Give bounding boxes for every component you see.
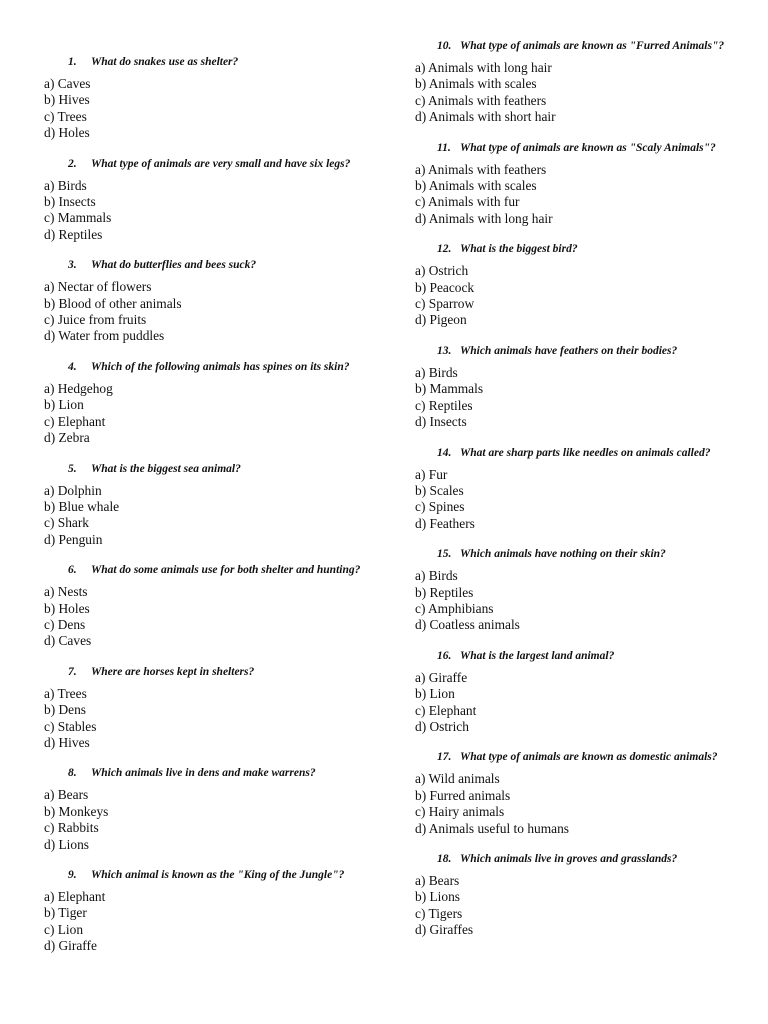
answer-option: d) Hives (44, 734, 90, 750)
question-text: Which animal is known as the "King of the Jungle"? (91, 869, 345, 881)
answer-option: a) Bears (415, 873, 460, 888)
answer-options (415, 162, 760, 228)
answer-option: b) Monkeys (44, 803, 109, 819)
question-block (415, 648, 760, 736)
answer-option: b) Tiger (44, 905, 87, 921)
answer-option: d) Ostrich (415, 718, 469, 734)
question-text: What type of animals are known as "Scaly Animals"? (460, 141, 716, 154)
answer-option: a) Wild animals (415, 771, 500, 787)
question-number: 2. (68, 157, 77, 170)
question-block (44, 664, 394, 752)
question-block (415, 140, 760, 228)
answer-option: a) Giraffe (415, 669, 468, 685)
question-text: Which animals live in dens and make warrens? (91, 767, 316, 780)
question-heading (44, 359, 394, 375)
question-number: 9. (68, 869, 77, 881)
question-block (44, 156, 394, 244)
right-question-column (415, 38, 760, 953)
answer-option: d) Animals with short hair (415, 109, 556, 125)
question-text: Which animals live in groves and grasslands? (460, 853, 678, 865)
answer-option: d) Coatless animals (415, 617, 520, 633)
answer-option: a) Nests (44, 584, 88, 600)
answer-option: a) Hedgehog (44, 380, 113, 396)
question-number: 14. (437, 446, 452, 459)
answer-option: b) Dens (44, 702, 87, 718)
answer-option: b) Reptiles (415, 584, 474, 600)
answer-option: c) Stables (44, 718, 97, 734)
answer-option: c) Trees (44, 108, 87, 124)
answer-option: d) Insects (415, 414, 467, 430)
answer-option: b) Lions (415, 889, 461, 905)
answer-option: b) Furred animals (415, 787, 511, 803)
answer-option: c) Spines (415, 499, 465, 515)
question-number: 7. (68, 665, 77, 678)
answer-option: c) Lion (44, 921, 84, 937)
answer-options (415, 60, 760, 126)
left-question-column (44, 54, 394, 969)
answer-option: b) Peacock (415, 279, 475, 295)
question-heading (415, 38, 760, 54)
answer-options (415, 365, 760, 431)
question-block (415, 343, 760, 431)
answer-option: a) Ostrich (415, 263, 469, 279)
answer-option: b) Mammals (415, 381, 484, 397)
answer-option: d) Feathers (415, 515, 475, 531)
answer-options (44, 178, 394, 244)
answer-option: a) Animals with feathers (415, 161, 547, 177)
question-number: 8. (68, 767, 77, 780)
question-block (415, 445, 760, 533)
question-number: 17. (437, 751, 452, 764)
question-block (415, 546, 760, 634)
question-heading (415, 648, 760, 664)
question-heading (415, 851, 760, 867)
question-number: 1. (68, 56, 77, 68)
answer-option: c) Reptiles (415, 397, 473, 413)
answer-option: c) Amphibians (415, 600, 494, 616)
answer-options (44, 787, 394, 853)
question-heading (415, 749, 760, 765)
answer-options (44, 686, 394, 752)
question-heading (415, 445, 760, 461)
answer-option: b) Blood of other animals (44, 295, 182, 311)
answer-options (44, 483, 394, 549)
answer-option: a) Trees (44, 685, 87, 701)
answer-option: b) Animals with scales (415, 76, 537, 92)
answer-option: c) Mammals (44, 210, 112, 226)
answer-option: a) Dolphin (44, 482, 102, 498)
question-text: Which animals have nothing on their skin? (460, 548, 666, 561)
answer-option: c) Animals with feathers (415, 92, 547, 108)
question-heading (44, 562, 394, 578)
question-number: 3. (68, 259, 77, 272)
answer-option: c) Sparrow (415, 296, 475, 312)
question-heading (44, 867, 394, 883)
answer-option: c) Juice from fruits (44, 312, 147, 328)
question-heading (44, 461, 394, 477)
question-text: What type of animals are very small and have six legs? (91, 157, 351, 170)
question-text: Which of the following animals has spines on its skin? (91, 360, 350, 373)
question-heading (415, 546, 760, 562)
answer-option: a) Elephant (44, 889, 106, 904)
answer-options (415, 670, 760, 736)
answer-option: a) Caves (44, 76, 91, 91)
answer-options (415, 873, 760, 939)
answer-option: c) Rabbits (44, 820, 99, 836)
answer-option: b) Lion (44, 397, 84, 413)
answer-options (415, 467, 760, 533)
question-block (44, 461, 394, 549)
answer-options (415, 263, 760, 329)
question-heading (44, 765, 394, 781)
answer-option: a) Fur (415, 466, 448, 482)
answer-options (415, 771, 760, 837)
question-text: What do some animals use for both shelter and hunting? (91, 564, 361, 577)
answer-option: c) Shark (44, 515, 89, 531)
answer-option: a) Nectar of flowers (44, 279, 152, 295)
answer-option: c) Animals with fur (415, 194, 520, 210)
question-text: What type of animals are known as domestic animals? (460, 751, 718, 764)
question-block (44, 54, 394, 142)
question-text: Where are horses kept in shelters? (91, 665, 255, 678)
question-block (44, 359, 394, 447)
question-heading (415, 343, 760, 359)
question-text: What is the largest land animal? (460, 649, 615, 662)
question-number: 16. (437, 649, 452, 662)
answer-option: d) Holes (44, 125, 90, 141)
question-text: What do snakes use as shelter? (91, 56, 239, 68)
question-heading (415, 140, 760, 156)
question-number: 18. (437, 853, 452, 865)
answer-option: d) Reptiles (44, 226, 103, 242)
question-text: What are sharp parts like needles on animals called? (460, 446, 711, 459)
answer-option: b) Blue whale (44, 498, 120, 514)
question-number: 4. (68, 360, 77, 373)
answer-option: a) Birds (415, 568, 458, 584)
answer-option: c) Elephant (44, 413, 106, 429)
answer-option: a) Animals with long hair (415, 60, 552, 75)
question-heading (44, 664, 394, 680)
answer-options (44, 584, 394, 650)
answer-option: d) Animals with long hair (415, 210, 553, 226)
answer-option: d) Pigeon (415, 312, 467, 328)
question-number: 6. (68, 564, 77, 577)
question-number: 11. (437, 141, 451, 154)
answer-option: b) Holes (44, 600, 90, 616)
answer-option: a) Bears (44, 787, 89, 803)
question-text: What type of animals are known as "Furred Animals"? (460, 40, 725, 52)
question-text: What is the biggest bird? (460, 243, 578, 256)
answer-option: b) Insects (44, 194, 96, 210)
answer-options (44, 381, 394, 447)
question-block (44, 257, 394, 345)
question-number: 12. (437, 243, 452, 256)
answer-option: d) Zebra (44, 430, 90, 446)
answer-option: a) Birds (44, 177, 87, 193)
answer-option: b) Animals with scales (415, 178, 537, 194)
question-block (415, 241, 760, 329)
answer-options (415, 568, 760, 634)
question-block (44, 562, 394, 650)
question-block (44, 867, 394, 955)
question-number: 13. (437, 344, 452, 357)
question-number: 10. (437, 40, 452, 52)
answer-option: c) Tigers (415, 905, 463, 921)
question-text: What is the biggest sea animal? (91, 462, 241, 475)
answer-option: d) Lions (44, 836, 90, 852)
answer-option: b) Scales (415, 482, 464, 498)
question-block (415, 749, 760, 837)
answer-option: c) Elephant (415, 702, 477, 718)
answer-option: d) Giraffes (415, 922, 474, 938)
answer-options (44, 279, 394, 345)
question-number: 15. (437, 548, 452, 561)
question-block (44, 765, 394, 853)
answer-option: d) Water from puddles (44, 328, 165, 344)
question-block (415, 851, 760, 939)
answer-option: c) Dens (44, 616, 86, 632)
answer-option: d) Penguin (44, 531, 103, 547)
answer-option: d) Giraffe (44, 938, 97, 954)
question-heading (44, 257, 394, 273)
question-heading (44, 156, 394, 172)
question-heading (44, 54, 394, 70)
answer-option: b) Lion (415, 686, 455, 702)
question-text: Which animals have feathers on their bodies? (460, 344, 678, 357)
answer-option: d) Caves (44, 633, 92, 649)
question-text: What do butterflies and bees suck? (91, 259, 257, 272)
answer-option: d) Animals useful to humans (415, 820, 569, 836)
question-block (415, 38, 760, 126)
answer-option: b) Hives (44, 92, 90, 108)
answer-option: c) Hairy animals (415, 804, 505, 820)
question-heading (415, 241, 760, 257)
question-number: 5. (68, 462, 77, 475)
answer-options (44, 76, 394, 142)
answer-option: a) Birds (415, 364, 458, 380)
answer-options (44, 889, 394, 955)
